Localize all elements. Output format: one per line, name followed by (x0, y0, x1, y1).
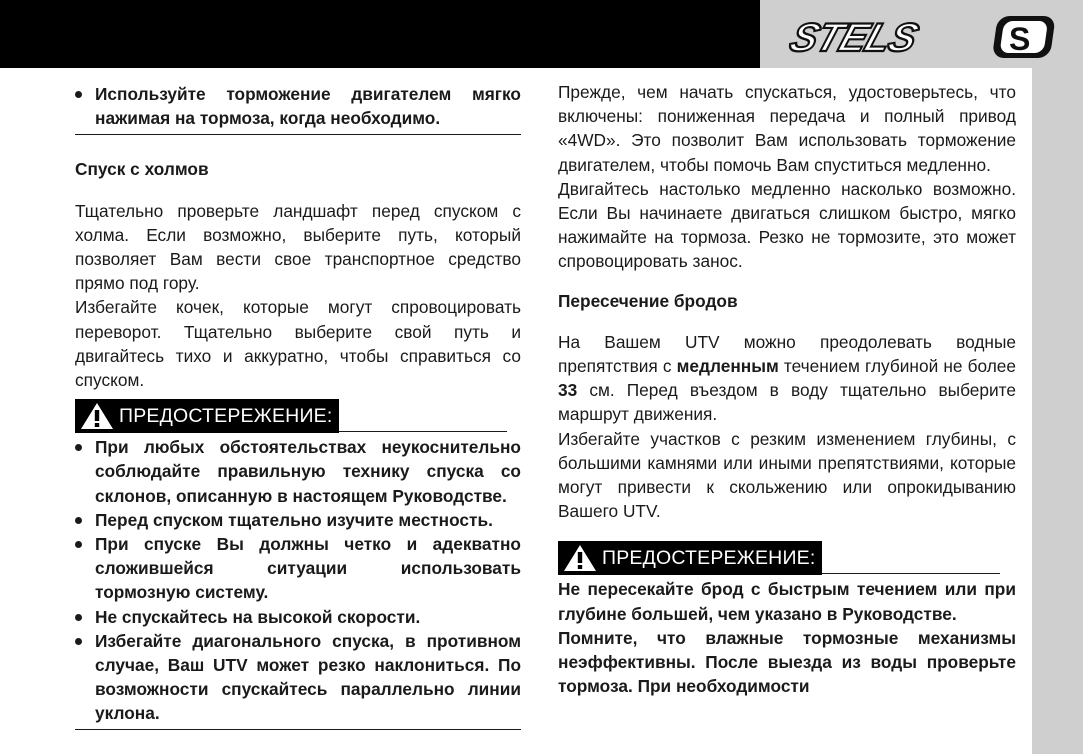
left-column (75, 82, 521, 730)
warning-badge (558, 541, 822, 575)
page-edge-strip (1032, 68, 1083, 754)
warning-label: ПРЕДОСТЕРЕЖЕНИЕ: (602, 547, 816, 570)
fords-warning-1: Не пересекайте брод с быстрым течением или при глубине большей, чем указано в Руководстве. (558, 579, 1016, 624)
descent-paragraph-2: Избегайте кочек, которые могут спровоцировать переворот. Тщательно выберите свой путь и двигайтесь тихо и аккуратно, чтобы справиться со спуском. (75, 297, 521, 391)
fords-paragraph-2: Избегайте участков с резким изменением глубины, с большими камнями или иными препятствиями, которые могут привести к скольжению или опрокидыванию Вашего UTV. (558, 428, 1016, 522)
list-item: Используйте торможение двигателем мягко нажимая на тормоза, когда необходимо. (75, 82, 521, 130)
header-bar (0, 0, 760, 68)
warning-rule (339, 431, 507, 432)
divider (75, 134, 521, 135)
warning-triangle-icon (79, 401, 115, 431)
fords-warning-2: Помните, что влажные тормозные механизмы неэффективны. После выезда из воды проверьте тормоза. При необходимости (558, 627, 1016, 697)
section-title-descent: Спуск с холмов (75, 159, 209, 180)
fords-paragraph-1: На Вашем UTV можно преодолевать водные препятствия с медленным течением глубиной не более 33 см. Перед въездом в воду тщательно выберите маршрут движения. (558, 331, 1016, 425)
list-item: При спуске Вы должны четко и адекватно сложившейся ситуации использовать тормозную систему. (75, 532, 521, 605)
bullet-icon (75, 614, 82, 621)
intro-list (75, 82, 521, 130)
descent-paragraph-1: Тщательно проверьте ландшафт перед спуском с холма. Если возможно, выберите путь, который позволяет Вам вести свое транспортное средство прямо под гору. (75, 200, 521, 294)
brand-wordmark: STELS (784, 14, 924, 60)
warning-badge (75, 399, 339, 433)
warning-header (75, 399, 507, 433)
divider (75, 729, 521, 730)
bullet-icon (75, 444, 82, 451)
section-title-fords: Пересечение бродов (558, 290, 738, 311)
warning-list (75, 435, 521, 725)
list-item: Перед спуском тщательно изучите местность. (75, 508, 521, 532)
list-item: Избегайте диагонального спуска, в противном случае, Ваш UTV может резко наклониться. По возможности спускайтесь параллельно линии уклона. (75, 629, 521, 726)
right-column (558, 80, 1016, 698)
warning-header (558, 541, 1000, 575)
warning-rule (822, 573, 1000, 574)
bullet-icon (75, 517, 82, 524)
list-item: При любых обстоятельствах неукоснительно соблюдайте правильную технику спуска со склонов, описанную в настоящем Руководстве. (75, 435, 521, 508)
bullet-icon (75, 541, 82, 548)
warning-triangle-icon (562, 543, 598, 573)
descent-paragraph-4: Двигайтесь настолько медленно насколько возможно. Если Вы начинаете двигаться слишком быстро, мягко нажимайте на тормоза. Резко не тормозите, это может спровоцировать занос. (558, 178, 1016, 272)
bullet-icon (75, 638, 82, 645)
warning-label: ПРЕДОСТЕРЕЖЕНИЕ: (119, 405, 333, 428)
stels-logo (760, 0, 1083, 68)
brand-logo-area (760, 0, 1083, 68)
brand-s-icon: S (1009, 21, 1031, 57)
descent-paragraph-3: Прежде, чем начать спускаться, удостоверьтесь, что включены: пониженная передача и полный привод «4WD». Это позволит Вам использовать торможение двигателем, чтобы помочь Вам спуститься медленно. (558, 82, 1016, 175)
list-item: Не спускайтесь на высокой скорости. (75, 605, 521, 629)
bullet-icon (75, 91, 82, 98)
